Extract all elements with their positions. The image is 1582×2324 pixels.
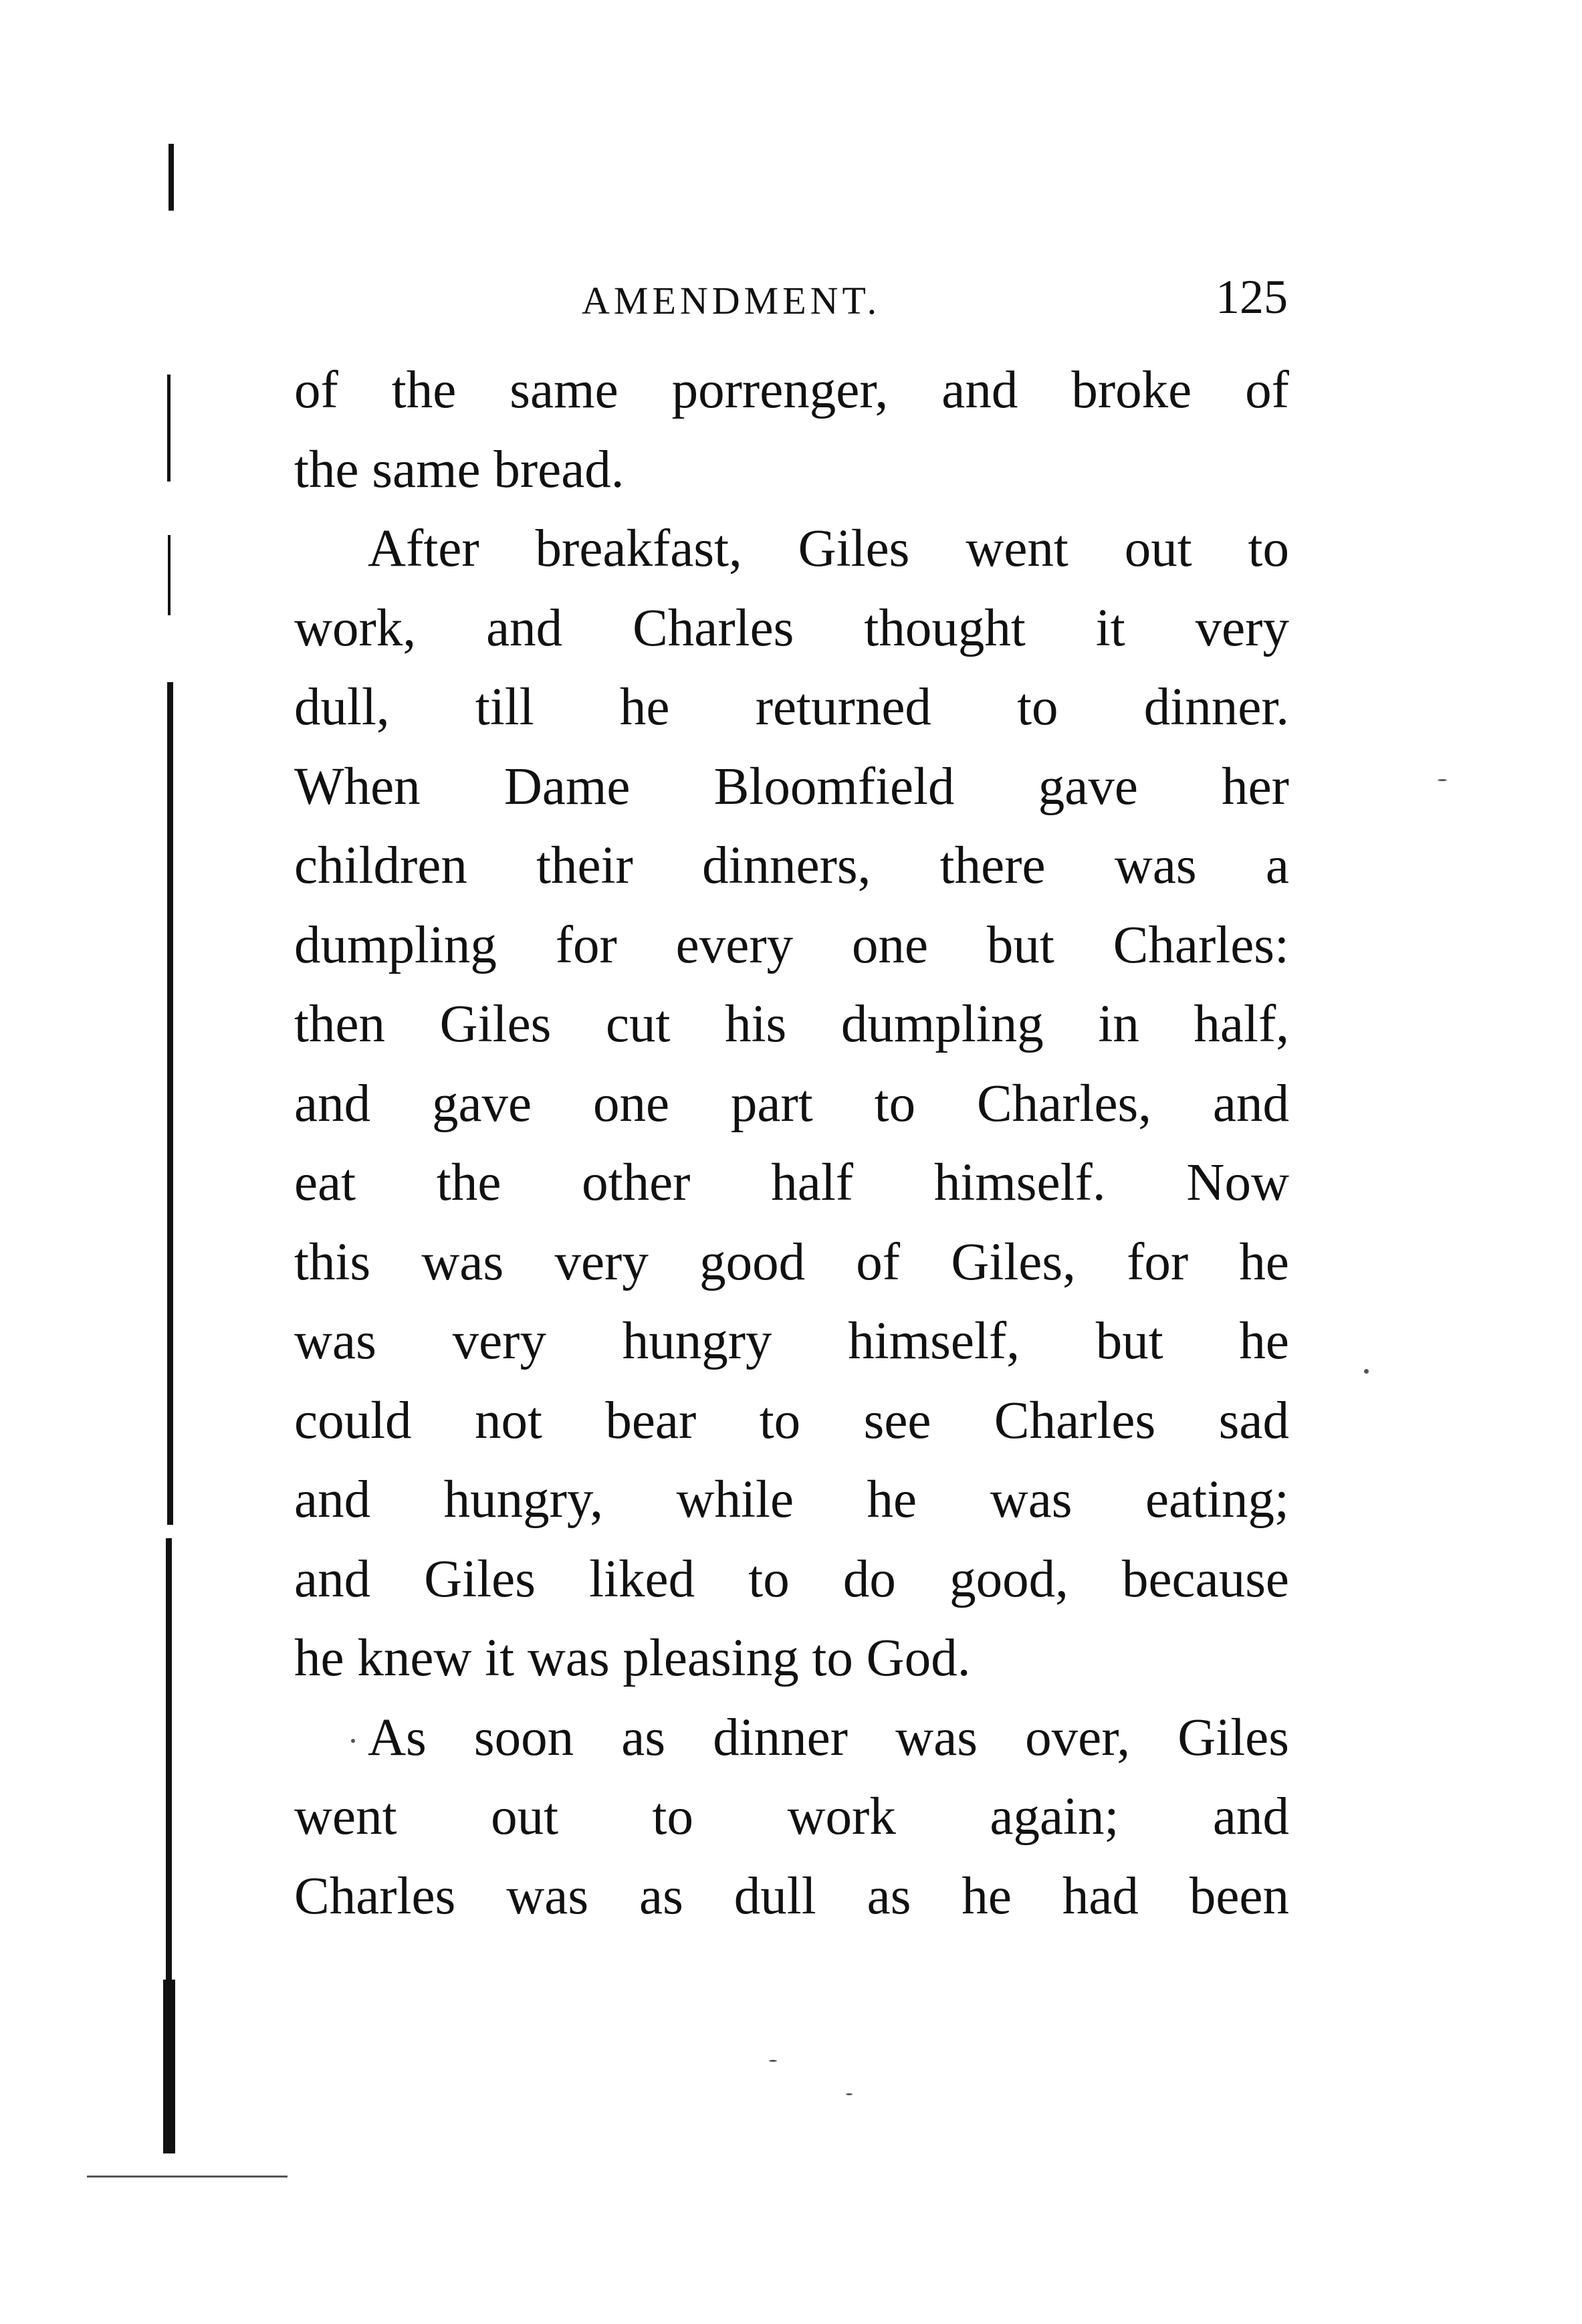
page-number: 125 — [1216, 270, 1288, 324]
text-line: he knew it was pleasing to God. — [294, 1629, 971, 1687]
text-line: Charles was as dull as he had been — [294, 1867, 1289, 1925]
body-text — [294, 351, 1289, 1936]
binding-edge — [166, 1538, 172, 1980]
text-line: was very hungry himself, but he — [294, 1312, 1289, 1370]
text-line: eat the other half himself. Now — [294, 1154, 1289, 1212]
text-line: went out to work again; and — [294, 1788, 1289, 1846]
text-line: the same bread. — [294, 440, 625, 499]
text-line: and Giles liked to do good, because — [294, 1550, 1289, 1608]
text-line: dull, till he returned to dinner. — [294, 678, 1289, 736]
text-line: After breakfast, Giles went out to — [368, 520, 1289, 578]
running-title: AMENDMENT. — [582, 279, 881, 322]
paper-speck — [1364, 1369, 1369, 1374]
text-line: this was very good of Giles, for he — [294, 1233, 1289, 1291]
paper-speck — [846, 2093, 853, 2095]
binding-mark — [167, 375, 171, 482]
text-line: and hungry, while he was eating; — [294, 1471, 1289, 1529]
page-edge-rule — [87, 2176, 288, 2178]
text-line: dumpling for every one but Charles: — [294, 916, 1289, 974]
text-line: children their dinners, there was a — [294, 837, 1289, 895]
text-line: When Dame Bloomfield gave her — [294, 757, 1289, 816]
text-line: could not bear to see Charles sad — [294, 1391, 1289, 1450]
binding-edge — [163, 1980, 175, 2153]
paper-speck — [1438, 779, 1447, 781]
binding-mark — [168, 144, 174, 211]
text-line: then Giles cut his dumpling in half, — [294, 995, 1289, 1053]
text-line: of the same porrenger, and broke of — [294, 361, 1289, 419]
text-line: work, and Charles thought it very — [294, 599, 1289, 657]
binding-edge — [167, 682, 173, 1525]
text-line: As soon as dinner was over, Giles — [368, 1708, 1289, 1767]
binding-mark — [168, 535, 171, 615]
running-head — [294, 271, 1288, 331]
paper-speck — [769, 2060, 777, 2062]
text-line: and gave one part to Charles, and — [294, 1074, 1289, 1133]
